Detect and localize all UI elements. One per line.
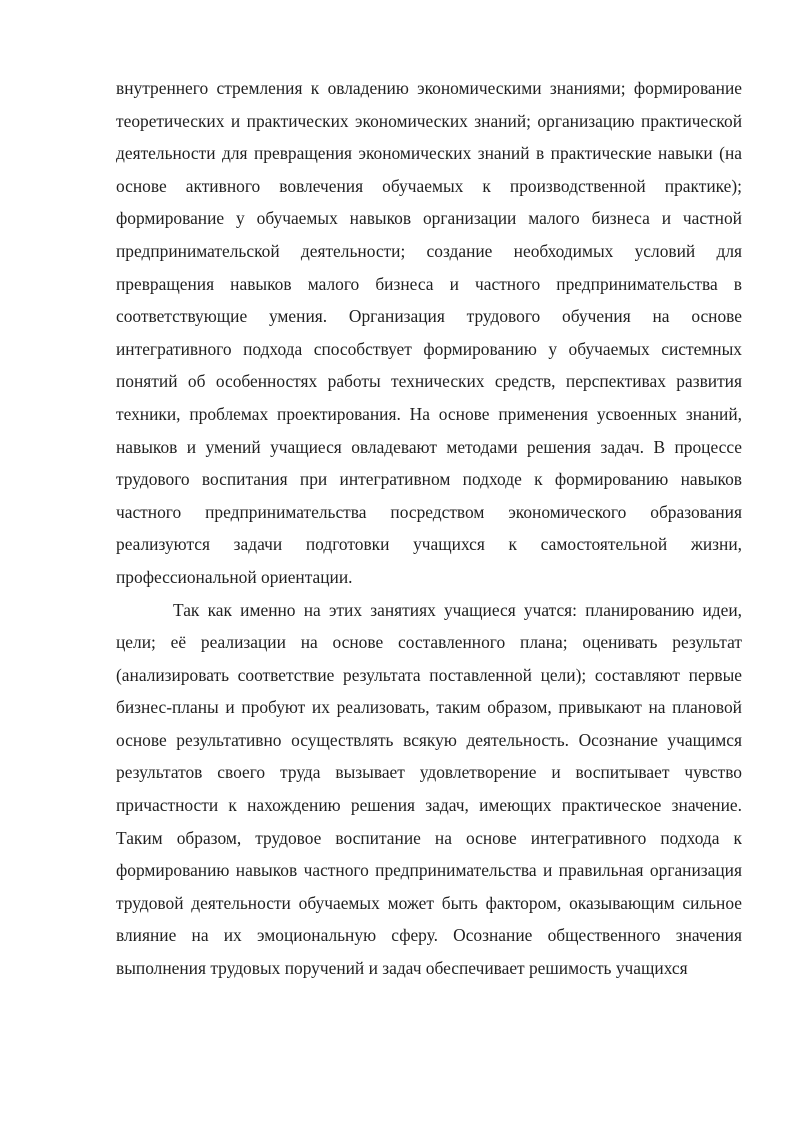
body-text (116, 72, 742, 985)
paragraph-continuation: внутреннего стремления к овладению экономическими знаниями; формирование теоретических и практических экономических знаний; организацию практической деятельности для превращения экономических знаний в практические навыки (на основе активного вовлечения обучаемых к производственной практике); формирование у обучаемых навыков организации малого бизнеса и частной предпринимательской деятельности; создание необходимых условий для превращения навыков малого бизнеса и частного предпринимательства в соответствующие умения. Организация трудового обучения на основе интегративного подхода способствует формированию у обучаемых системных понятий об особенностях работы технических средств, перспективах развития техники, проблемах проектирования. На основе применения усвоенных знаний, навыков и умений учащиеся овладевают методами решения задач. В процессе трудового воспитания при интегративном подходе к формированию навыков частного предпринимательства посредством экономического образования реализуются задачи подготовки учащихся к самостоятельной жизни, профессиональной ориентации. (116, 78, 742, 587)
paragraph: Так как именно на этих занятиях учащиеся учатся: планированию идеи, цели; её реализации на основе составленного плана; оценивать результат (анализировать соответствие результата поставленной цели); составляют первые бизнес-планы и пробуют их реализовать, таким образом, привыкают на плановой основе результативно осуществлять всякую деятельность. Осознание учащимся результатов своего труда вызывает удовлетворение и воспитывает чувство причастности к нахождению решения задач, имеющих практическое значение. Таким образом, трудовое воспитание на основе интегративного подхода к формированию навыков частного предпринимательства и правильная организация трудовой деятельности обучаемых может быть фактором, оказывающим сильное влияние на их эмоциональную сферу. Осознание общественного значения выполнения трудовых поручений и задач обеспечивает решимость учащихся (116, 599, 742, 979)
